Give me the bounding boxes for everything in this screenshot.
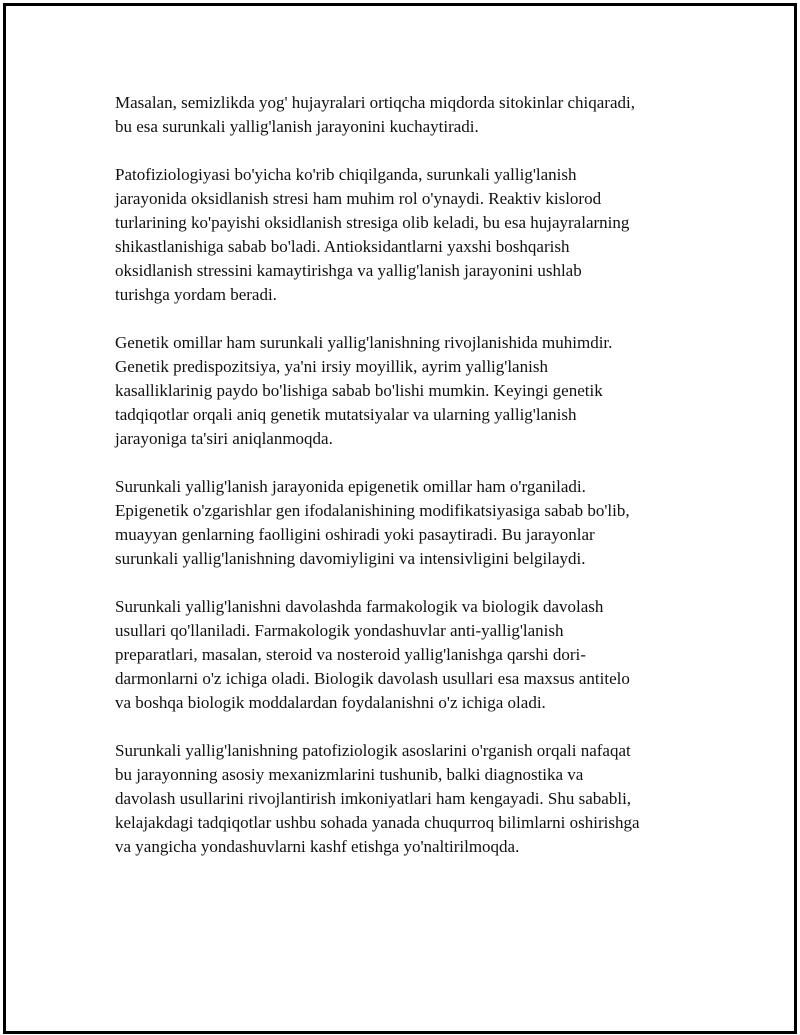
text-line: preparatlari, masalan, steroid va nosteroid yallig'lanishga qarshi dori- (115, 645, 586, 664)
text-line: Surunkali yallig'lanish jarayonida epigenetik omillar ham o'rganiladi. (115, 477, 586, 496)
text-line: Genetik omillar ham surunkali yallig'lanishning rivojlanishida muhimdir. (115, 333, 613, 352)
paragraph (115, 475, 695, 571)
text-line: Surunkali yallig'lanishning patofiziologik asoslarini o'rganish orqali nafaqat (115, 741, 631, 760)
text-line: va boshqa biologik moddalardan foydalanishni o'z ichiga oladi. (115, 693, 546, 712)
text-line: davolash usullarini rivojlantirish imkoniyatlari ham kengayadi. Shu sababli, (115, 789, 632, 808)
paragraph (115, 595, 695, 715)
text-line: jarayoniga ta'siri aniqlanmoqda. (115, 429, 333, 448)
text-line: tadqiqotlar orqali aniq genetik mutatsiyalar va ularning yallig'lanish (115, 405, 577, 424)
text-line: bu jarayonning asosiy mexanizmlarini tushunib, balki diagnostika va (115, 765, 584, 784)
text-line: Epigenetik o'zgarishlar gen ifodalanishining modifikatsiyasiga sabab bo'lib, (115, 501, 630, 520)
text-line: surunkali yallig'lanishning davomiyligini va intensivligini belgilaydi. (115, 549, 586, 568)
text-line: jarayonida oksidlanish stresi ham muhim rol o'ynaydi. Reaktiv kislorod (115, 189, 602, 208)
text-line: turishga yordam beradi. (115, 285, 277, 304)
paragraph (115, 91, 695, 139)
text-line: Surunkali yallig'lanishni davolashda farmakologik va biologik davolash (115, 597, 604, 616)
text-line: kasalliklarinig paydo bo'lishiga sabab bo'lishi mumkin. Keyingi genetik (115, 381, 603, 400)
text-line: usullari qo'llaniladi. Farmakologik yondashuvlar anti-yallig'lanish (115, 621, 564, 640)
text-line: Genetik predispozitsiya, ya'ni irsiy moyillik, ayrim yallig'lanish (115, 357, 548, 376)
text-line: Masalan, semizlikda yog' hujayralari ortiqcha miqdorda sitokinlar chiqaradi, (115, 93, 635, 112)
text-line: muayyan genlarning faolligini oshiradi yoki pasaytiradi. Bu jarayonlar (115, 525, 595, 544)
text-line: darmonlarni o'z ichiga oladi. Biologik davolash usullari esa maxsus antitelo (115, 669, 630, 688)
paragraph (115, 739, 695, 859)
text-line: bu esa surunkali yallig'lanish jarayonini kuchaytiradi. (115, 117, 479, 136)
text-line: kelajakdagi tadqiqotlar ushbu sohada yanada chuqurroq bilimlarni oshirishga (115, 813, 640, 832)
text-line: oksidlanish stressini kamaytirishga va yallig'lanish jarayonini ushlab (115, 261, 582, 280)
text-line: turlarining ko'payishi oksidlanish stresiga olib keladi, bu esa hujayralarning (115, 213, 630, 232)
text-line: va yangicha yondashuvlarni kashf etishga yo'naltirilmoqda. (115, 837, 520, 856)
paragraph (115, 331, 695, 451)
document-body (115, 91, 695, 883)
text-line: shikastlanishiga sabab bo'ladi. Antioksidantlarni yaxshi boshqarish (115, 237, 570, 256)
paragraph (115, 163, 695, 307)
text-line: Patofiziologiyasi bo'yicha ko'rib chiqilganda, surunkali yallig'lanish (115, 165, 577, 184)
